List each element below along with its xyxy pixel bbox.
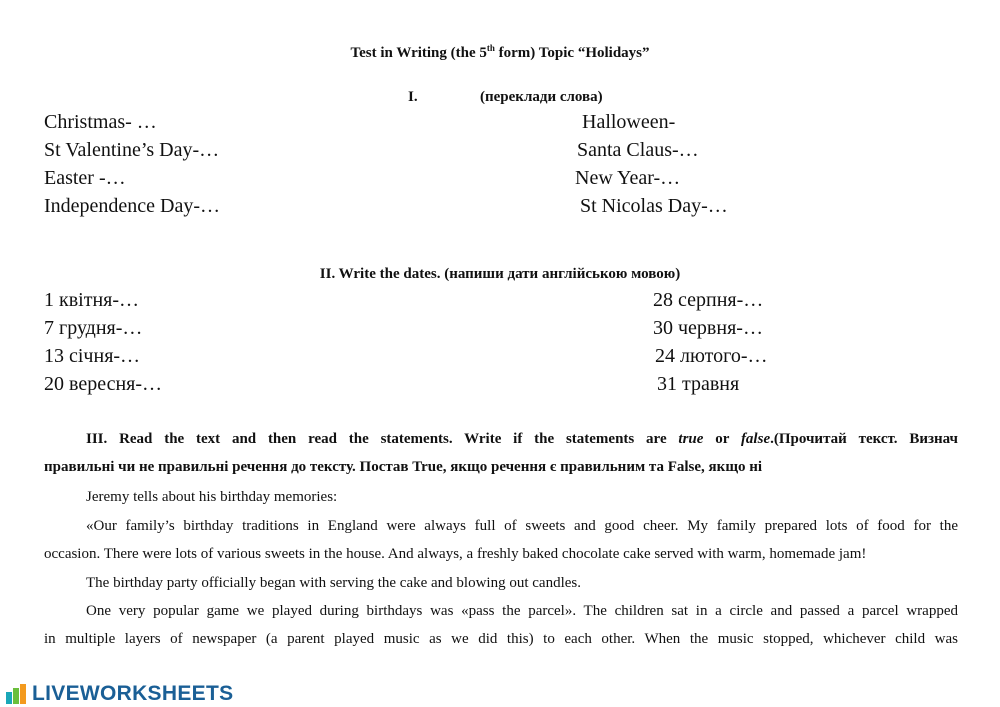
section1-left-item-2: St Valentine’s Day-… [44, 139, 220, 161]
section3-intro: Jeremy tells about his birthday memories: [86, 489, 338, 505]
false-word: false [740, 431, 771, 447]
section1-right-item-2: Santa Claus-… [577, 139, 699, 161]
section3-paragraph1-line1: «Our family’s birthday traditions in England were always full of sweets and good cheer. My family prepared lots of food for the [86, 518, 958, 534]
page-title: Test in Writing (the 5th form) Topic “Holidays” [350, 43, 650, 61]
section1-left-item-3: Easter -… [44, 167, 126, 189]
section2-left-item-1: 1 квітня-… [44, 289, 140, 311]
liveworksheets-logo[interactable] [6, 681, 233, 707]
section2-heading: II. Write the dates. (напиши дати англійською мовою) [319, 266, 681, 282]
true-word: true [678, 431, 704, 447]
section1-right-item-1: Halloween- [582, 111, 676, 133]
section1-left-item-4: Independence Day-… [44, 195, 221, 217]
section1-left-item-1: Christmas- … [44, 111, 157, 133]
section1-right-item-3: New Year-… [575, 167, 681, 189]
liveworksheets-brand-text: LIVEWORKSHEETS [32, 682, 234, 705]
section1-instruction: (переклади слова) [480, 89, 603, 105]
section3-heading: III. Read the text and then read the statements. Write if the statements are true or false.(Прочитай текст. Визнач [86, 431, 958, 447]
section2-left-item-3: 13 січня-… [44, 345, 141, 367]
section1-right-item-4: St Nicolas Day-… [580, 195, 728, 217]
section1-number: I. [408, 89, 418, 105]
section3-paragraph3-line1: One very popular game we played during birthdays was «pass the parcel». The children sat in a circle and passed a parcel wrapped [86, 603, 958, 619]
section3-heading-line2: правильні чи не правильні речення до тексту. Постав True, якщо речення є правильним та False, якщо ні [44, 459, 763, 475]
title-superscript: th [486, 43, 495, 53]
section2-right-item-1: 28 серпня-… [653, 289, 764, 311]
section3-paragraph2: The birthday party officially began with serving the cake and blowing out candles. [86, 575, 581, 591]
section2-right-item-4: 31 травня [657, 373, 740, 395]
section2-left-item-2: 7 грудня-… [44, 317, 143, 339]
section2-left-item-4: 20 вересня-… [44, 373, 163, 395]
liveworksheets-icon [6, 684, 28, 704]
section2-right-item-2: 30 червня-… [653, 317, 763, 339]
section2-right-item-3: 24 лютого-… [655, 345, 768, 367]
section3-paragraph1-line2: occasion. There were lots of various sweets in the house. And always, a freshly baked chocolate cake served with warm, homemade jam! [44, 546, 867, 562]
section3-paragraph3-line2: in multiple layers of newspaper (a parent played music as we did this) to each other. When the music stopped, whichever child was [44, 631, 958, 647]
